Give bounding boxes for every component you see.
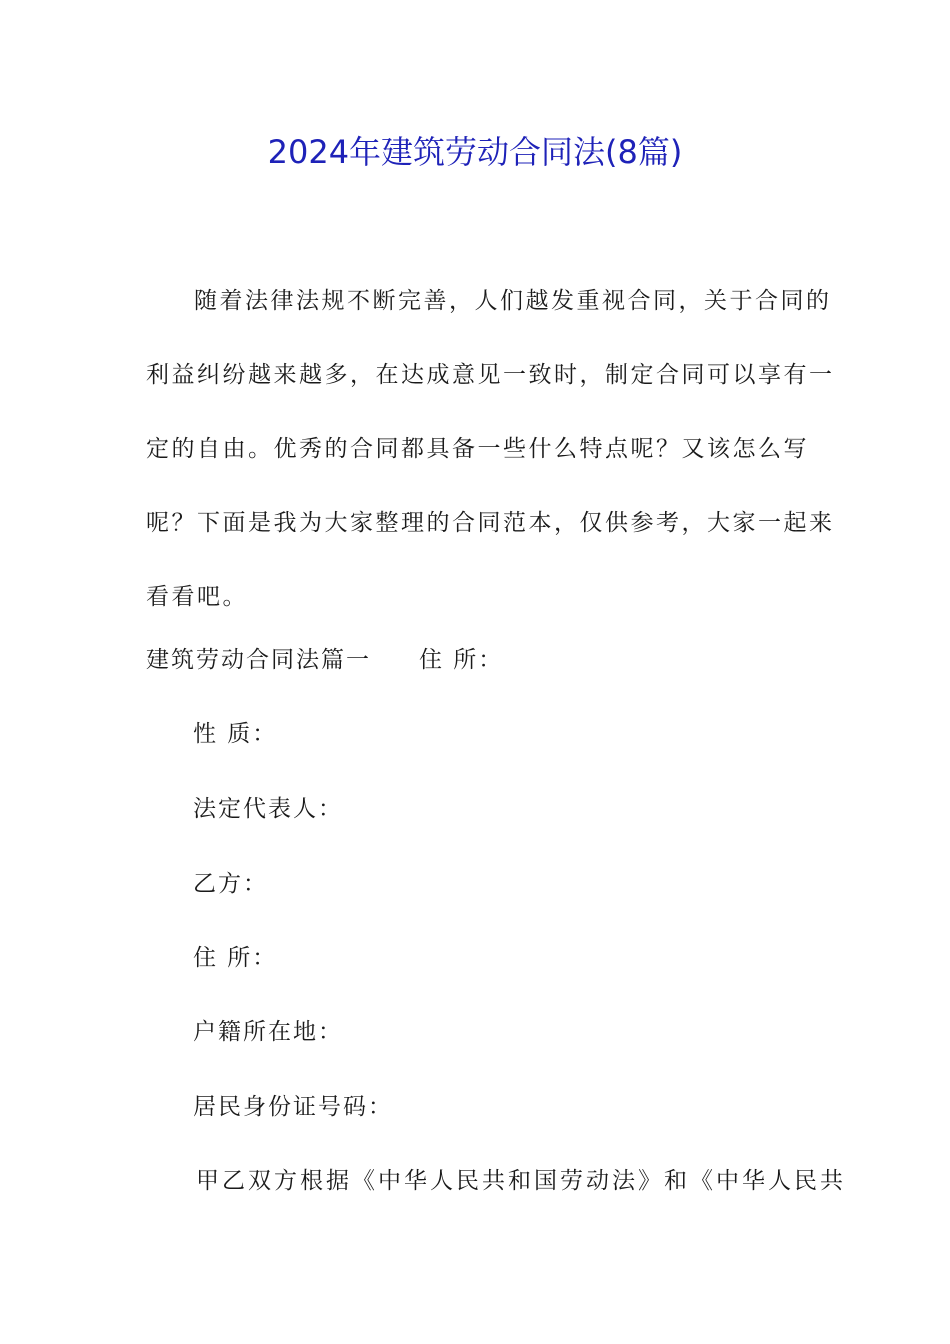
closing-text: 甲乙双方根据《中华人民共和国劳动法》和《中华人民共 [196,1168,846,1194]
section-heading-line [146,640,503,680]
field-party-b: 乙方： [193,871,268,897]
field-residence-b: 住 所： [193,945,278,971]
field-id-number: 居民身份证号码： [193,1094,393,1120]
document-title: 2024年建筑劳动合同法(8篇) [267,133,683,171]
field-nature: 性 质： [193,721,278,747]
field-legal-rep: 法定代表人： [193,796,343,822]
field-residence-a: 住 所： [419,647,504,673]
section-heading: 建筑劳动合同法篇一 [146,647,371,673]
intro-paragraph: 随着法律法规不断完善，人们越发重视合同，关于合同的利益纠纷越来越多，在达成意见一致时，制定合同可以享有一定的自由。优秀的合同都具备一些什么特点呢？又该怎么写呢？下面是我为大家整理的合同范本，仅供参考，大家一起来看看吧。 [146,288,835,610]
field-household-reg: 户籍所在地： [193,1019,343,1045]
